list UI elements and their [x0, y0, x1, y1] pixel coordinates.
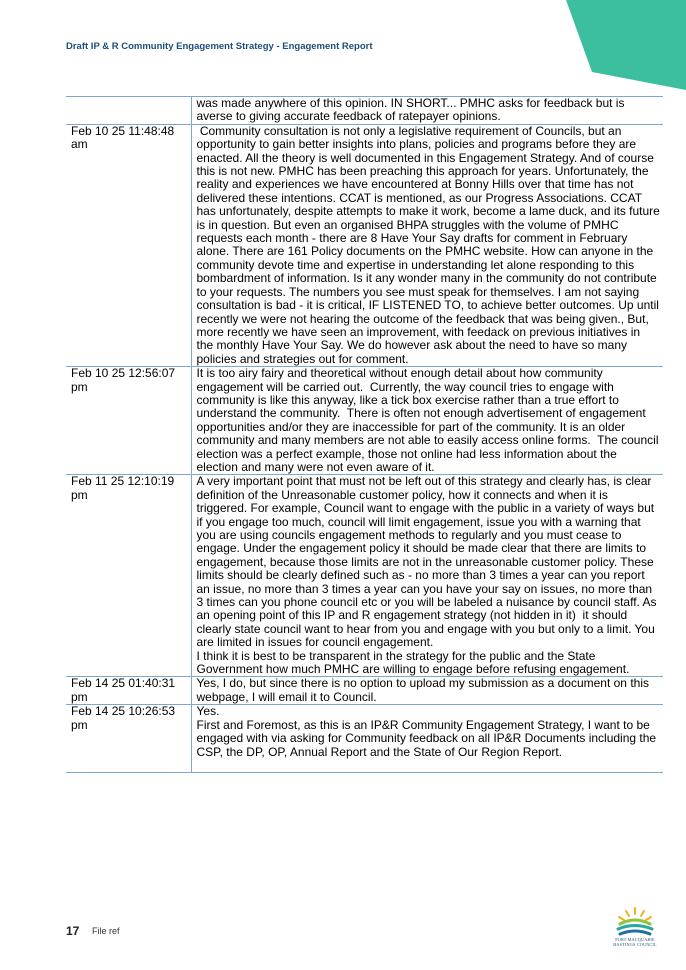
sun-waves-logo-icon: [606, 906, 664, 938]
response-date: Feb 14 25 01:40:31 pm: [66, 677, 191, 705]
table-row: [66, 677, 663, 705]
council-logo: [606, 906, 664, 954]
table-row: [66, 705, 663, 773]
logo-text-line1: PORT MACQUARIE: [615, 937, 655, 942]
corner-accent-shape: [566, 0, 686, 90]
response-date: Feb 11 25 12:10:19 pm: [66, 475, 191, 677]
file-ref-label: File ref: [92, 926, 120, 936]
response-date: Feb 10 25 11:48:48 am: [66, 124, 191, 366]
page-number: 17: [66, 924, 80, 938]
response-comment: It is too airy fairy and theoretical without enough detail about how community engagement will be carried out. Currently, the way council tries to engage with community is like this anyway, like a tick box exercise rather than a true effort to understand the community. There is often not enough advertisement of engagement opportunities and/or they are inaccessible for part of the community. It is an older community and many members are not able to easily access online forms. The council election was a perfect example, those not online had less information about the election and many were not even aware of it.: [191, 367, 663, 475]
table-row: [66, 124, 663, 366]
table-row: [66, 475, 663, 677]
response-comment: was made anywhere of this opinion. IN SHORT... PMHC asks for feedback but is averse to giving accurate feedback of ratepayer opinions.: [191, 97, 663, 125]
logo-text-line2: HASTINGS COUNCIL: [613, 942, 657, 947]
response-comment: Community consultation is not only a legislative requirement of Councils, but an opportunity to gain better insights into plans, policies and programs before they are enacted. All the theory is well documented in this Engagement Strategy. And of course this is not new. PMHC has been preaching this approach for years. Unfortunately, the reality and experiences we have encountered at Bonny Hills over that time has not delivered these intentions. CCAT is mentioned, as our Progress Associations. CCAT has unfortunately, despite attempts to make it work, become a lame duck, and its future is in question. But even an organised BHPA struggles with the volume of PMHC requests each month - there are 8 Have Your Say drafts for comment in February alone. There are 161 Policy documents on the PMHC website. How can anyone in the community devote time and expertise in understanding let alone responding to this bombardment of information. Is it any wonder many in the community do not contribute to your requests. The numbers you see must speak for themselves. I am not saying consultation is bad - it is critical, IF LISTENED TO, to achieve better outcomes. Up until recently we were not hearing the outcome of the feedback that was being given., But, more recently we have seen an improvement, with feedack on previous initiatives in the monthly Have Your Say. We do however ask about the need to have so many policies and strategies out for comment.: [191, 124, 663, 366]
table-row: [66, 97, 663, 125]
table-row: [66, 367, 663, 475]
response-comment: A very important point that must not be left out of this strategy and clearly has, is clear definition of the Unreasonable customer policy, how it connects and when it is triggered. For example, Council want to engage with the public in a variety of ways but if you engage too much, council will limit engagement, issue you with a warning that you are using councils engagement methods to regularly and you must cease to engage. Under the engagement policy it should be made clear that there are limits to engagement, because those limits are not in the unreasonable customer policy. These limits should be clearly defined such as - no more than 3 times a year can you report an issue, no more than 3 times a year can you have your say on issues, no more than 3 times can you phone council etc or you will be labeled a nuisance by council staff. As an opening point of this IP and R engagement strategy (not hidden in it) it should clearly state council want to hear from you and engage with you but only to a limit. You are limited in issues for council engagement. I think it is best to be transparent in the strategy for the public and the State Government how much PMHC are willing to engage before refusing engagement.: [191, 475, 663, 677]
responses-table: [66, 96, 663, 773]
response-comment: Yes, I do, but since there is no option to upload my submission as a document on this webpage, I will email it to Council.: [191, 677, 663, 705]
document-header-title: Draft IP & R Community Engagement Strategy - Engagement Report: [66, 41, 373, 52]
response-comment: Yes. First and Foremost, as this is an IP&R Community Engagement Strategy, I want to be engaged with via asking for Community feedback on all IP&R Documents including the CSP, the DP, OP, Annual Report and the State of Our Region Report.: [191, 705, 663, 773]
response-date: Feb 10 25 12:56:07 pm: [66, 367, 191, 475]
response-date: [66, 97, 191, 125]
response-date: Feb 14 25 10:26:53 pm: [66, 705, 191, 773]
logo-wordmark: [606, 937, 664, 947]
